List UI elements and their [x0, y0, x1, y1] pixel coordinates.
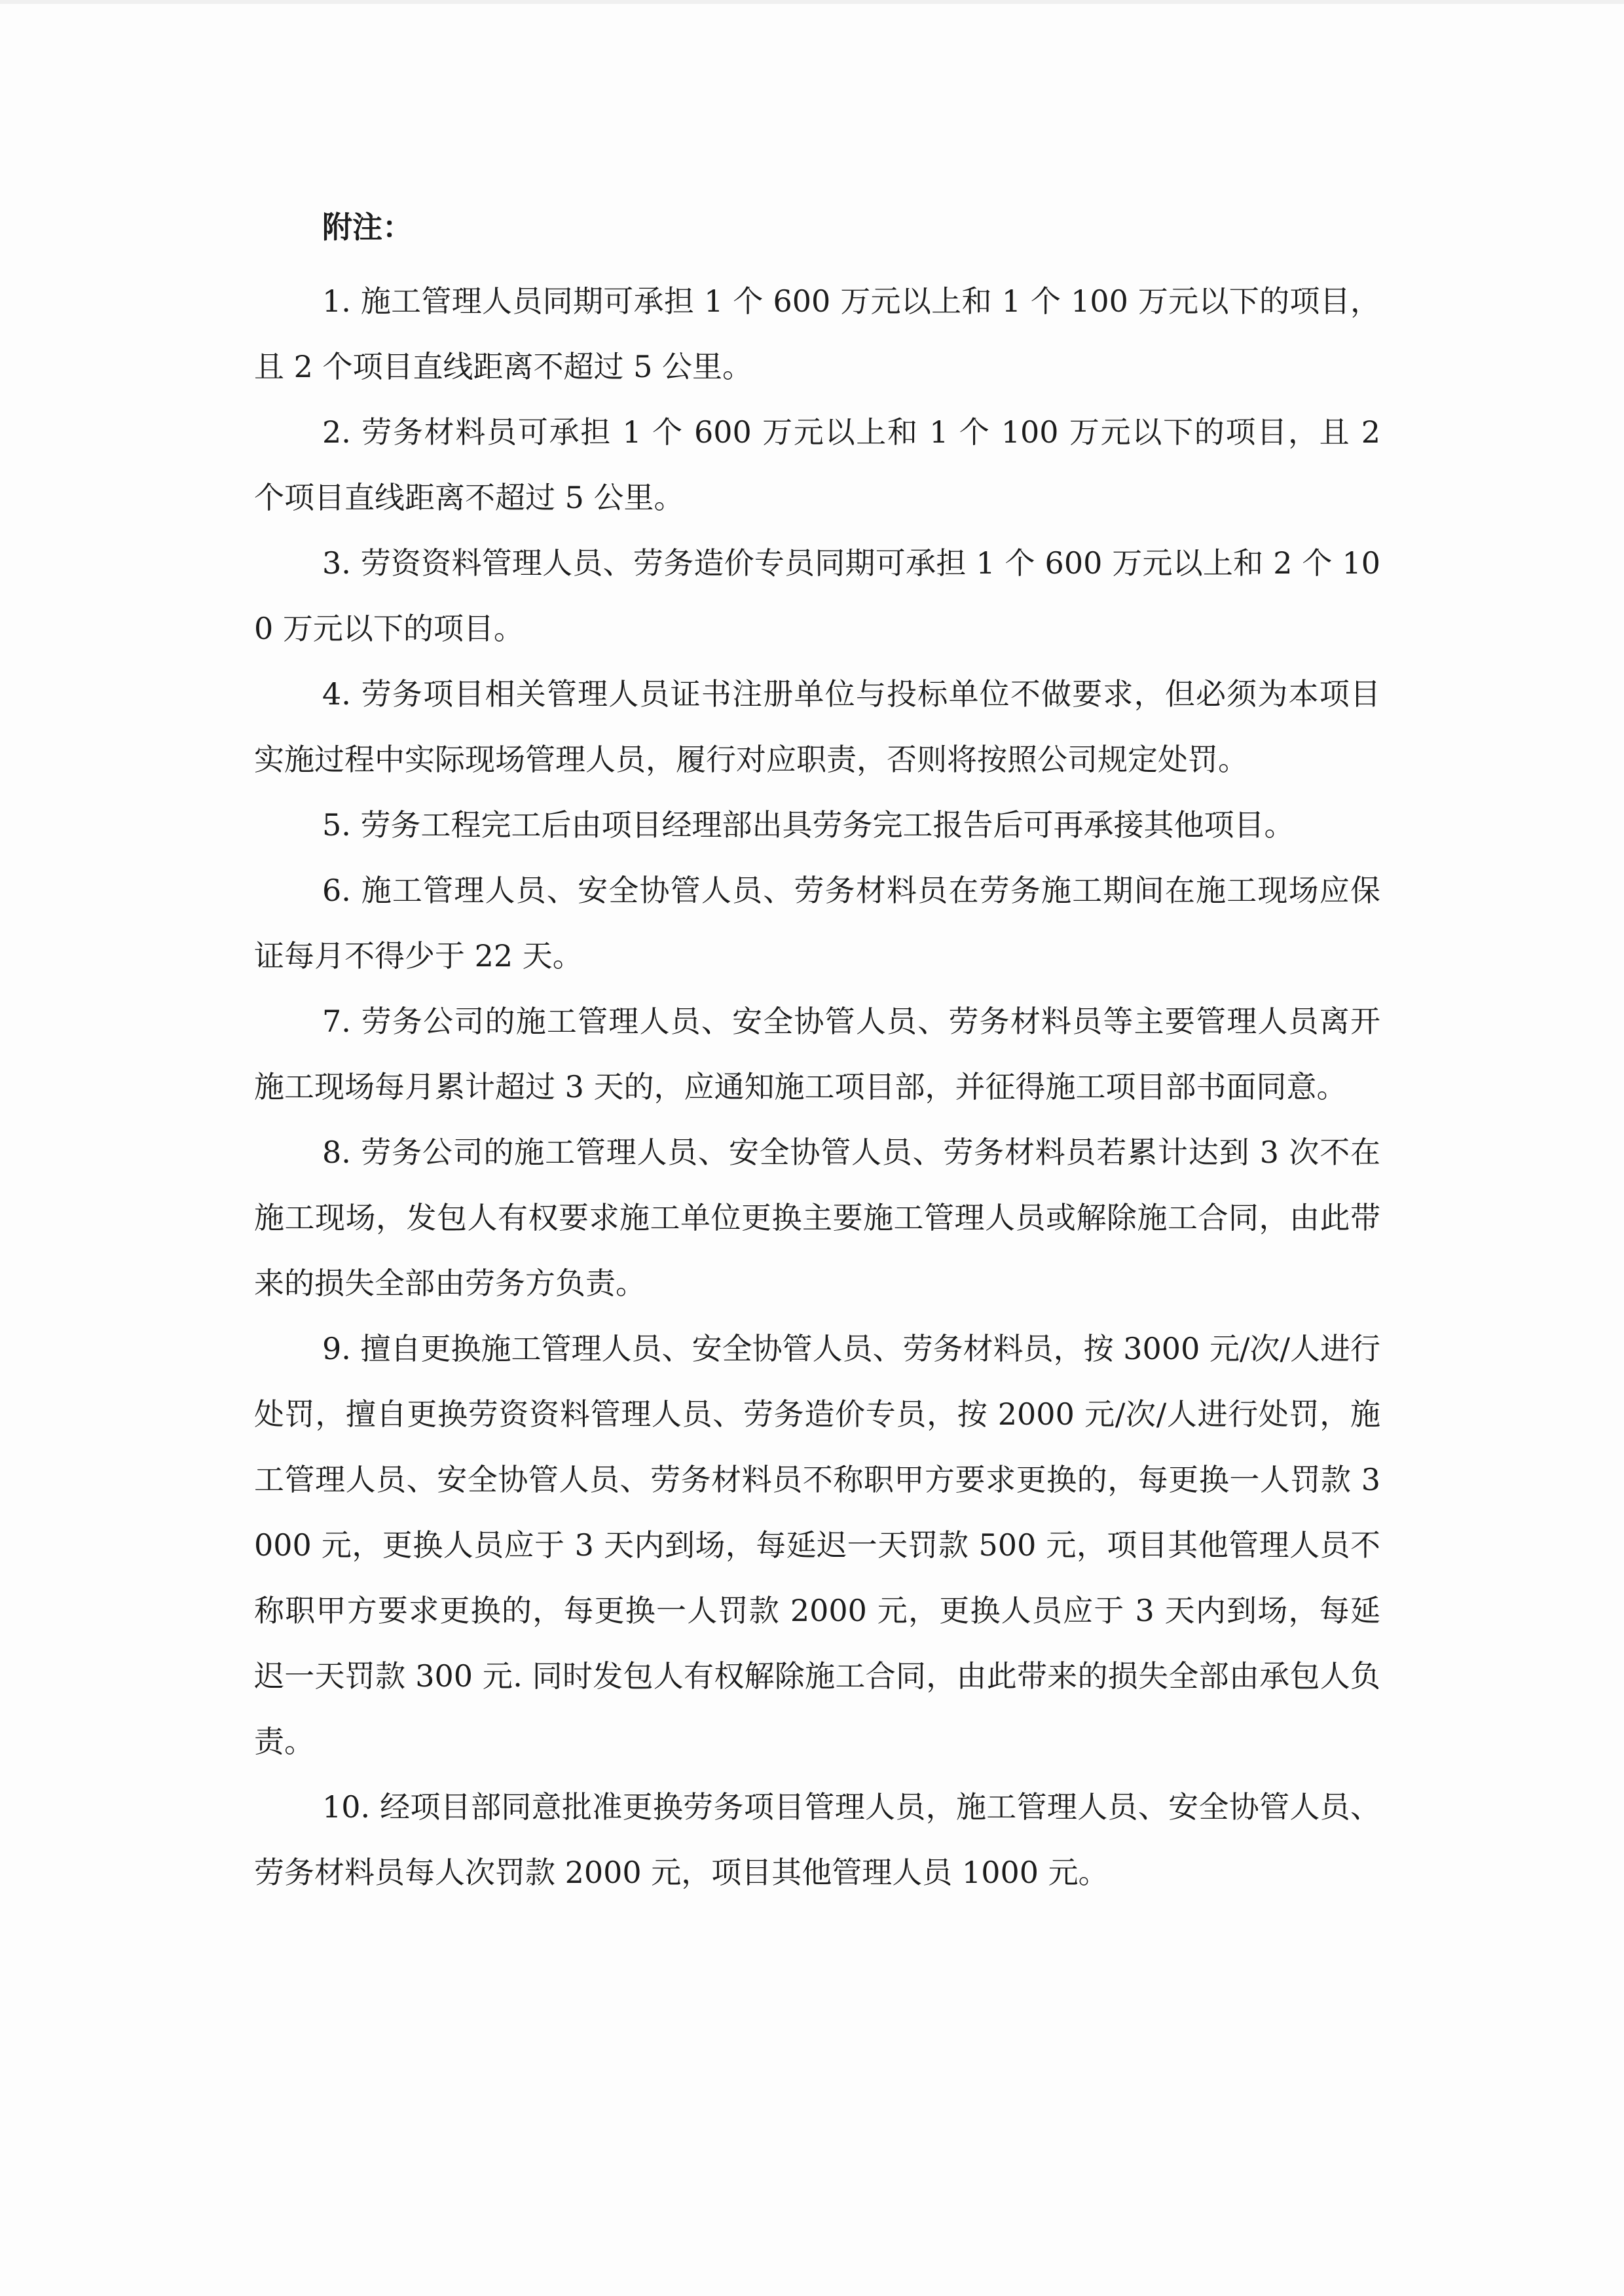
scan-edge — [0, 0, 1624, 4]
note-1: 1. 施工管理人员同期可承担 1 个 600 万元以上和 1 个 100 万元以下的项目，且 2 个项目直线距离不超过 5 公里。 — [254, 283, 1380, 384]
note-10: 10. 经项目部同意批准更换劳务项目管理人员，施工管理人员、安全协管人员、劳务材料员每人次罚款 2000 元，项目其他管理人员 1000 元。 — [254, 1789, 1380, 1890]
note-6: 6. 施工管理人员、安全协管人员、劳务材料员在劳务施工期间在施工现场应保证每月不得少于 22 天。 — [254, 873, 1380, 974]
notes-heading: 附注： — [322, 210, 413, 245]
note-9: 9. 擅自更换施工管理人员、安全协管人员、劳务材料员，按 3000 元/次/人进行处罚，擅自更换劳资资料管理人员、劳务造价专员，按 2000 元/次/人进行处罚，施工管理人员、安全协管人员、劳务材料员不称职甲方要求更换的，每更换一人罚款 3000 元，更换人员应于 3 天内到场，每延迟一天罚款 500 元，项目其他管理人员不称职甲方要求更换的，每更换一人罚款 2000 元，更换人员应于 3 天内到场，每延迟一天罚款 300 元. 同时发包人有权解除施工合同，由此带来的损失全部由承包人负责。 — [254, 1331, 1380, 1759]
document-body — [254, 204, 1380, 1905]
note-2: 2. 劳务材料员可承担 1 个 600 万元以上和 1 个 100 万元以下的项目，且 2 个项目直线距离不超过 5 公里。 — [254, 414, 1380, 515]
note-7: 7. 劳务公司的施工管理人员、安全协管人员、劳务材料员等主要管理人员离开施工现场每月累计超过 3 天的，应通知施工项目部，并征得施工项目部书面同意。 — [254, 1004, 1380, 1104]
note-8: 8. 劳务公司的施工管理人员、安全协管人员、劳务材料员若累计达到 3 次不在施工现场，发包人有权要求施工单位更换主要施工管理人员或解除施工合同，由此带来的损失全部由劳务方负责。 — [254, 1135, 1380, 1301]
note-5: 5. 劳务工程完工后由项目经理部出具劳务完工报告后可再承接其他项目。 — [322, 807, 1295, 843]
note-4: 4. 劳务项目相关管理人员证书注册单位与投标单位不做要求，但必须为本项目实施过程中实际现场管理人员，履行对应职责，否则将按照公司规定处罚。 — [254, 676, 1380, 777]
note-3: 3. 劳资资料管理人员、劳务造价专员同期可承担 1 个 600 万元以上和 2 个 100 万元以下的项目。 — [254, 545, 1380, 646]
